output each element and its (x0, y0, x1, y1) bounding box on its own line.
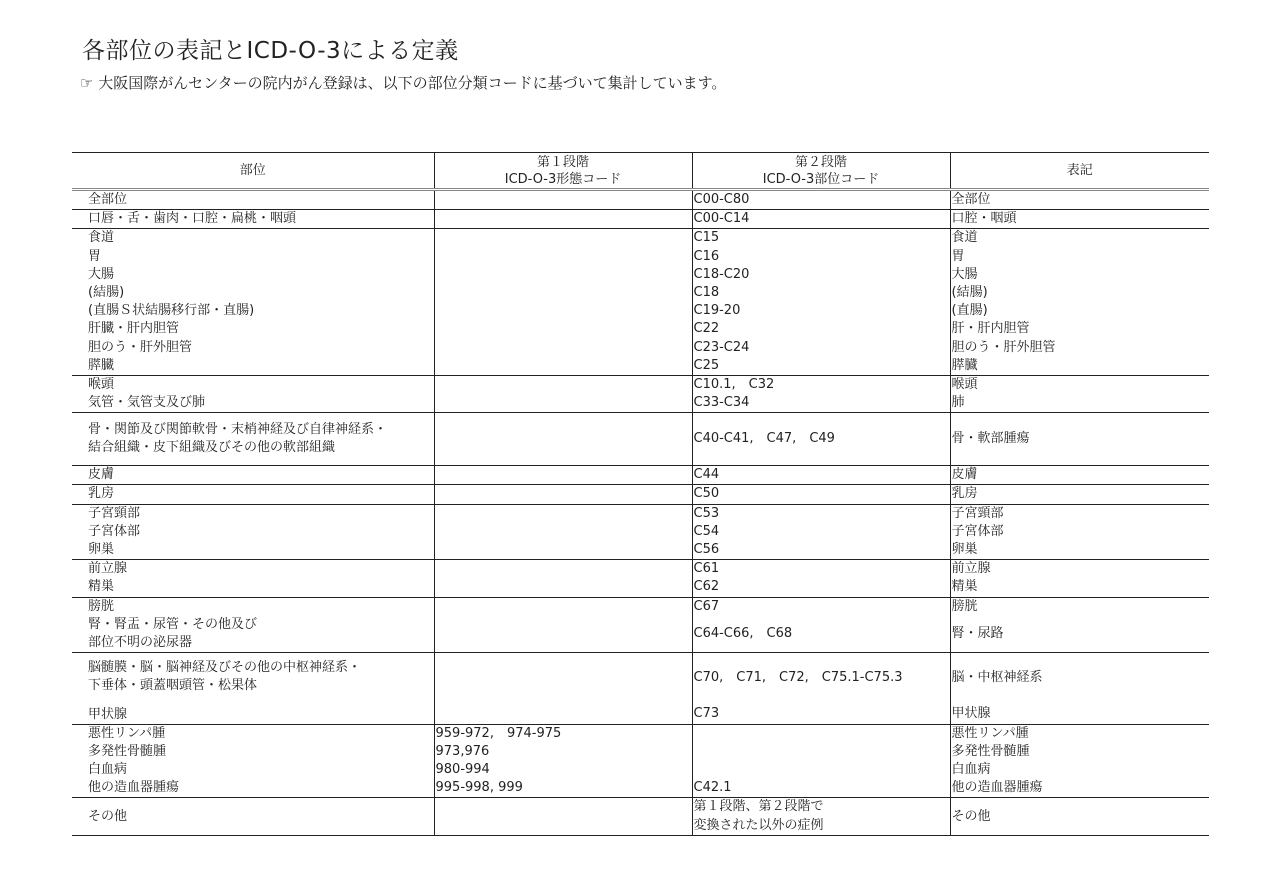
cell-site (72, 597, 434, 653)
stage2-text: C19-20 (693, 303, 741, 319)
site-text: 他の造血器腫瘍 (88, 780, 180, 796)
label-text: 骨・軟部腫瘍 (951, 431, 1030, 447)
cell-label (950, 653, 1209, 725)
header-site: 部位 (239, 163, 266, 178)
cell-site (72, 504, 434, 560)
label-text: 胆のう・肝外胆管 (951, 339, 1056, 355)
stage1-text: 959-972, 974-975 (435, 725, 562, 741)
site-text: 大腸 (88, 266, 115, 282)
site-text: 精巣 (88, 579, 115, 595)
cell-site (72, 375, 434, 412)
stage1-text: 973,976 (435, 743, 490, 759)
site-text: 結合組織・皮下組織及びその他の軟部組織 (88, 440, 336, 456)
cell-stage2 (692, 560, 950, 597)
stage1-text: 980-994 (435, 762, 490, 778)
cell-stage2 (692, 724, 950, 798)
cell-stage2 (692, 210, 950, 229)
table-row (72, 210, 1209, 229)
site-text: 全部位 (88, 192, 128, 207)
cell-site (72, 798, 434, 835)
stage2-text: C23-C24 (693, 339, 750, 355)
site-code-table (72, 152, 1209, 836)
site-text: 多発性骨髄腫 (88, 743, 167, 759)
cell-site (72, 485, 434, 504)
cell-label (950, 724, 1209, 798)
site-text: 膀胱 (88, 598, 115, 614)
stage2-text: C54 (693, 523, 720, 539)
stage2-text: C42.1 (693, 780, 732, 796)
stage2-text: C18-C20 (693, 266, 750, 282)
label-text: 肝・肝内胆管 (951, 321, 1030, 337)
cell-label (950, 413, 1209, 466)
cell-stage2 (692, 375, 950, 412)
stage2-text (693, 761, 950, 779)
site-text: 食道 (88, 230, 115, 246)
cell-stage1 (434, 724, 692, 798)
cell-label (950, 229, 1209, 376)
label-text: 白血病 (951, 762, 991, 778)
label-text: その他 (951, 808, 991, 824)
cell-label (950, 210, 1209, 229)
cell-stage1 (434, 485, 692, 504)
stage2-text: C50 (693, 486, 720, 502)
stage2-text (693, 743, 950, 761)
stage2-text: C18 (693, 284, 720, 300)
label-text: 悪性リンパ腫 (951, 725, 1029, 741)
label-text: 乳房 (951, 486, 978, 502)
cell-stage2 (692, 798, 950, 835)
stage2-text: C44 (693, 467, 720, 483)
stage2-text: C16 (693, 248, 720, 264)
site-text: (結腸) (88, 284, 125, 300)
cell-stage2 (692, 190, 950, 210)
table-row (72, 375, 1209, 412)
cell-site (72, 210, 434, 229)
cell-site (72, 653, 434, 725)
stage2-text: C62 (693, 579, 720, 595)
cell-stage2 (692, 413, 950, 466)
stage2-text: C25 (693, 357, 720, 373)
site-text: 膵臓 (88, 357, 115, 373)
label-text: 食道 (951, 230, 978, 246)
stage2-text: C73 (693, 706, 720, 722)
site-text: 骨・関節及び関節軟骨・末梢神経及び自律神経系・ (88, 422, 388, 438)
stage2-text: 変換された以外の症例 (693, 817, 824, 833)
header-stage1-title: 第１段階 (536, 154, 589, 170)
label-text: 子宮体部 (951, 523, 1004, 539)
header-stage1 (434, 153, 692, 190)
cell-label (950, 504, 1209, 560)
table-header-row (72, 153, 1209, 190)
cell-stage2 (692, 597, 950, 653)
table-row (72, 229, 1209, 376)
header-stage2 (692, 153, 950, 190)
header-stage2-title: 第２段階 (794, 154, 847, 170)
cell-label (950, 466, 1209, 485)
label-text: 精巣 (951, 579, 978, 595)
stage2-text: C53 (693, 505, 720, 521)
label-text: 口腔・咽頭 (951, 211, 1017, 227)
stage2-text (693, 725, 950, 743)
table-row (72, 504, 1209, 560)
site-text: 胆のう・肝外胆管 (88, 339, 193, 355)
cell-label (950, 375, 1209, 412)
site-text: 卵巣 (88, 542, 115, 557)
table-row (72, 653, 1209, 725)
cell-stage1 (434, 229, 692, 376)
cell-label (950, 190, 1209, 210)
cell-site (72, 229, 434, 376)
stage2-text: C70, C71, C72, C75.1-C75.3 (693, 670, 903, 686)
site-text: 甲状腺 (88, 706, 128, 722)
label-text: 肺 (951, 395, 965, 411)
site-text: 気管・気管支及び肺 (88, 395, 206, 411)
label-text: 前立腺 (951, 561, 991, 577)
table-row (72, 597, 1209, 653)
page-subtitle: ☞ 大阪国際がんセンターの院内がん登録は、以下の部位分類コードに基づいて集計しています。 (80, 74, 727, 92)
label-text: 皮膚 (951, 467, 978, 483)
table-row (72, 466, 1209, 485)
cell-label (950, 798, 1209, 835)
label-text: 甲状腺 (951, 706, 991, 722)
site-text: 子宮体部 (88, 523, 141, 539)
site-text: 口唇・舌・歯肉・口腔・扁桃・咽頭 (88, 211, 297, 227)
site-text: 下垂体・頭蓋咽頭管・松果体 (88, 678, 258, 694)
cell-stage2 (692, 229, 950, 376)
cell-stage2 (692, 485, 950, 504)
cell-label (950, 485, 1209, 504)
cell-stage2 (692, 504, 950, 560)
cell-site (72, 724, 434, 798)
cell-stage1 (434, 210, 692, 229)
label-text: 腎・尿路 (951, 625, 1004, 641)
cell-stage1 (434, 653, 692, 725)
stage2-text: C40-C41, C47, C49 (693, 431, 835, 447)
table-row (72, 724, 1209, 798)
site-text: 皮膚 (88, 467, 115, 483)
header-stage1-sub: ICD-O-3形態コード (504, 171, 622, 187)
cell-stage1 (434, 190, 692, 210)
cell-site (72, 413, 434, 466)
site-text: 腎・腎盂・尿管・その他及び (88, 616, 258, 632)
label-text: 膵臓 (951, 357, 978, 373)
label-text: 喉頭 (951, 376, 978, 392)
table-row (72, 560, 1209, 597)
label-text: 大腸 (951, 266, 978, 282)
cell-site (72, 466, 434, 485)
stage2-text: C67 (693, 598, 720, 614)
cell-site (72, 190, 434, 210)
stage2-text: 第１段階、第２段階で (693, 799, 824, 815)
cell-stage1 (434, 466, 692, 485)
stage2-text: C22 (693, 321, 720, 337)
label-text: 卵巣 (951, 542, 978, 557)
label-text: 脳・中枢神経系 (951, 670, 1043, 686)
cell-stage1 (434, 504, 692, 560)
stage2-text: C33-C34 (693, 395, 750, 411)
label-text: 子宮頸部 (951, 505, 1004, 521)
site-text: 肝臓・肝内胆管 (88, 321, 180, 337)
label-text: 全部位 (951, 192, 991, 207)
stage1-text: 995-998, 999 (435, 780, 523, 796)
page-title: 各部位の表記とICD-O-3による定義 (82, 38, 459, 64)
table-row (72, 413, 1209, 466)
table-row (72, 190, 1209, 210)
label-text: (直腸) (951, 303, 988, 319)
stage2-text: C56 (693, 542, 720, 557)
cell-stage1 (434, 375, 692, 412)
site-text: 胃 (88, 248, 102, 264)
stage2-text: C61 (693, 561, 720, 577)
cell-site (72, 560, 434, 597)
site-text: 脳髄膜・脳・脳神経及びその他の中枢神経系・ (88, 660, 362, 676)
stage2-text: C00-C14 (693, 211, 750, 227)
cell-stage2 (692, 466, 950, 485)
cell-stage1 (434, 560, 692, 597)
table-row (72, 485, 1209, 504)
cell-stage1 (434, 597, 692, 653)
site-text: 乳房 (88, 486, 115, 502)
site-text: (直腸Ｓ状結腸移行部・直腸) (88, 303, 255, 319)
site-text: 部位不明の泌尿器 (88, 634, 193, 650)
label-text: 膀胱 (951, 598, 978, 614)
label-text: 胃 (951, 248, 965, 264)
label-text: (結腸) (951, 284, 988, 300)
cell-stage1 (434, 413, 692, 466)
cell-label (950, 597, 1209, 653)
cell-stage1 (434, 798, 692, 835)
stage2-text: C15 (693, 230, 720, 246)
stage2-text: C64-C66, C68 (693, 625, 793, 641)
site-text: 前立腺 (88, 561, 128, 577)
stage2-text: C10.1, C32 (693, 376, 775, 392)
label-text: 多発性骨髄腫 (951, 743, 1030, 759)
cell-stage2 (692, 653, 950, 725)
site-text: 白血病 (88, 762, 128, 778)
cell-label (950, 560, 1209, 597)
header-label: 表記 (950, 153, 1209, 190)
site-text: 悪性リンパ腫 (88, 725, 166, 741)
site-text: その他 (88, 808, 128, 824)
site-text: 子宮頸部 (88, 505, 141, 521)
label-text: 他の造血器腫瘍 (951, 780, 1043, 796)
site-text: 喉頭 (88, 376, 115, 392)
stage2-text: C00-C80 (693, 192, 750, 207)
header-stage2-sub: ICD-O-3部位コード (762, 171, 880, 187)
table-row (72, 798, 1209, 835)
